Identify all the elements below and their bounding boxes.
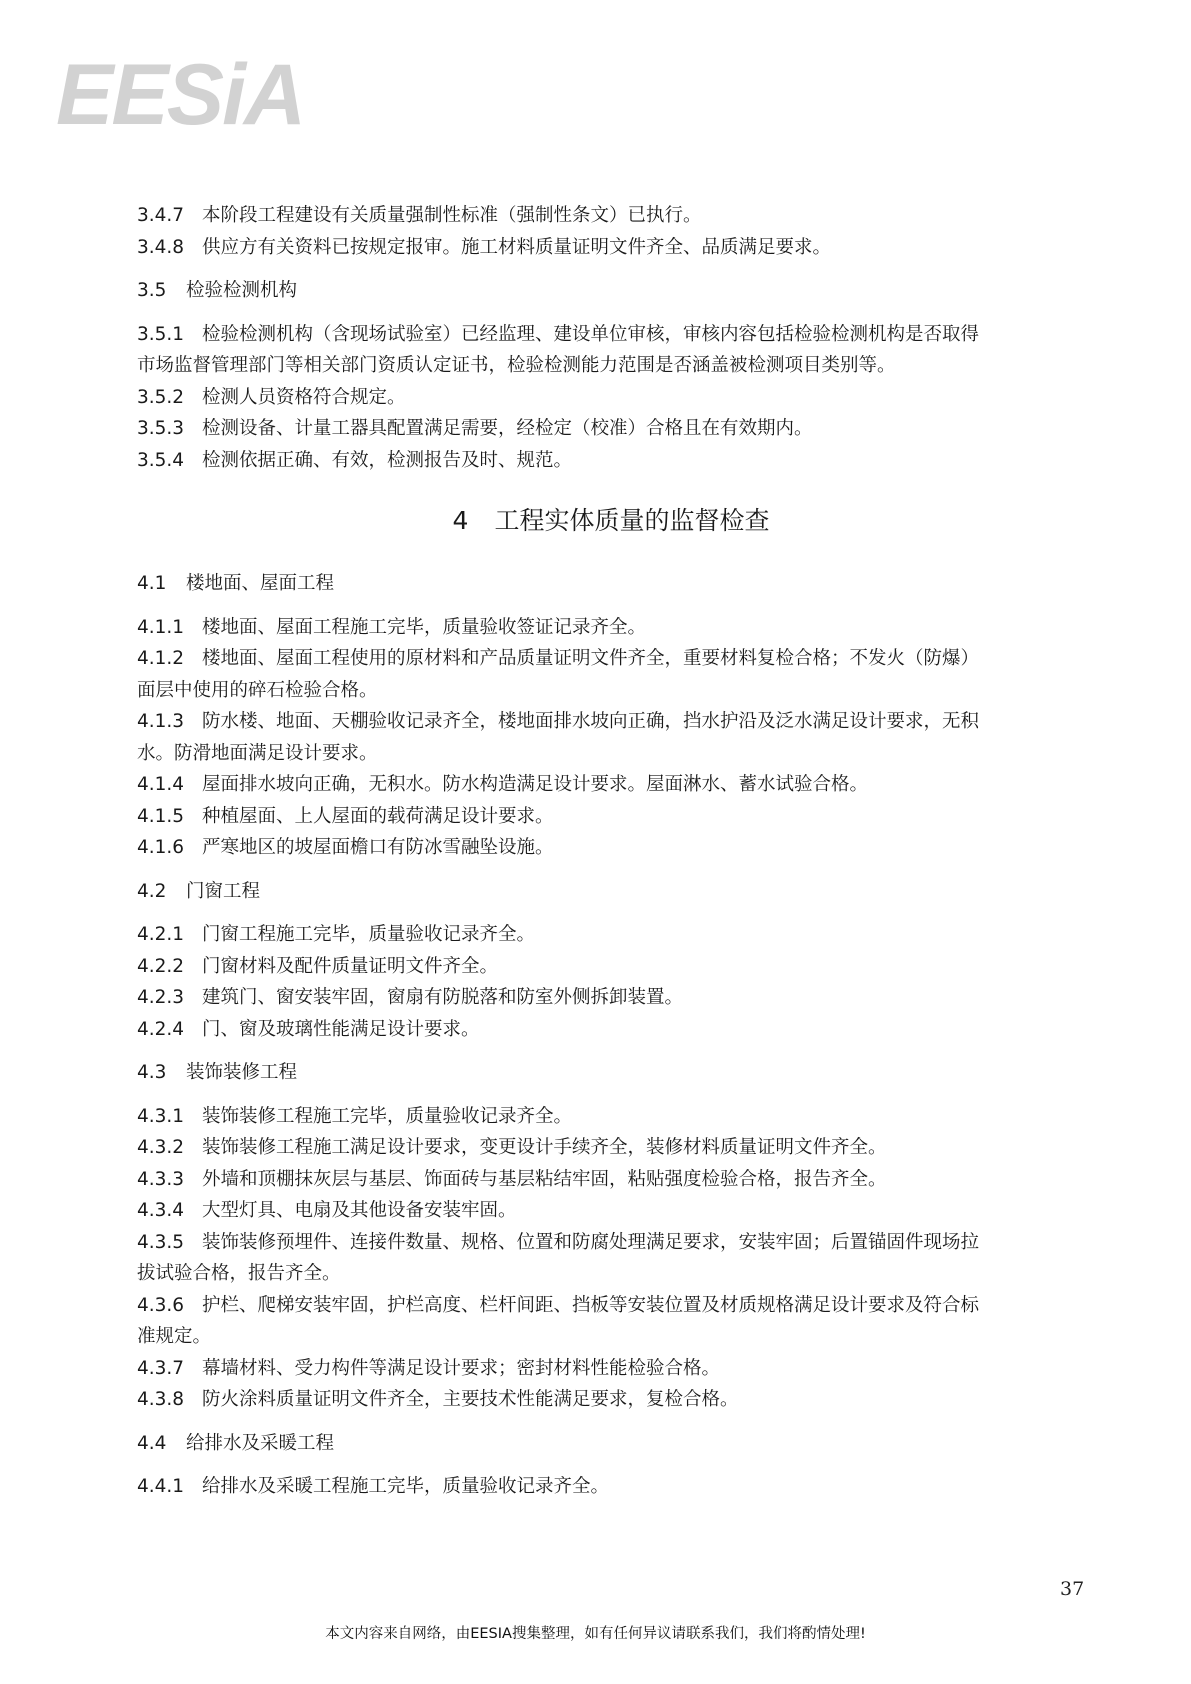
clause-text: 护栏、爬梯安装牢固，护栏高度、栏杆间距、挡板等安装位置及材质规格满足设计要求及符合标 [202,1294,980,1316]
clause-item [137,1227,1085,1290]
section-title: 给排水及采暖工程 [186,1432,335,1454]
clause-item [137,706,1085,769]
clause-number: 4.2.1 [137,924,185,945]
clause-text: 装饰装修工程施工满足设计要求，变更设计手续齐全，装修材料质量证明文件齐全。 [202,1137,887,1158]
clause-number: 3.5.1 [137,323,185,345]
clause-number: 4.3.5 [137,1231,185,1253]
clause-text: 供应方有关资料已按规定报审。施工材料质量证明文件齐全、品质满足要求。 [202,236,832,258]
clause-text-continued: 水。防滑地面满足设计要求。 [137,742,378,764]
section-title: 装饰装修工程 [186,1062,298,1083]
clause-item [137,1290,1085,1353]
clause-item [137,413,1085,445]
section-heading [137,876,1085,908]
clause-number: 4.3.1 [137,1105,185,1127]
section-heading [137,1428,1085,1460]
section-number: 4.4 [137,1432,167,1454]
clause-text: 严寒地区的坡屋面檐口有防冰雪融坠设施。 [202,837,554,858]
clause-item [137,1353,1085,1385]
section-heading [137,1057,1085,1089]
clause-item [137,1195,1085,1227]
clause-item [137,319,1085,382]
clause-item [137,1101,1085,1133]
chapter-number: 4 [452,506,469,535]
clause-text-continued: 面层中使用的碎石检验合格。 [137,679,378,701]
clause-text: 大型灯具、电扇及其他设备安装牢固。 [202,1200,517,1221]
clause-number: 4.1.5 [137,805,185,827]
clause-item [137,612,1085,644]
clause-text: 外墙和顶棚抹灰层与基层、饰面砖与基层粘结牢固，粘贴强度检验合格，报告齐全。 [202,1168,887,1190]
clause-text-continued: 拔试验合格，报告齐全。 [137,1263,341,1284]
section-number: 4.1 [137,573,167,594]
eesia-logo: EESiA [56,47,305,143]
clause-number: 4.3.4 [137,1200,185,1221]
clause-item [137,1164,1085,1196]
clause-text: 建筑门、窗安装牢固，窗扇有防脱落和防室外侧拆卸装置。 [202,987,684,1008]
clause-text: 楼地面、屋面工程施工完毕，质量验收签证记录齐全。 [202,616,647,638]
clause-text: 装饰装修预埋件、连接件数量、规格、位置和防腐处理满足要求，安装牢固；后置锚固件现场拉 [202,1231,980,1253]
clause-item [137,1384,1085,1416]
clause-text: 防火涂料质量证明文件齐全，主要技术性能满足要求，复检合格。 [202,1389,739,1410]
clause-text: 门窗工程施工完毕，质量验收记录齐全。 [202,924,536,945]
section-title: 门窗工程 [186,880,261,902]
clause-text-continued: 准规定。 [137,1326,212,1347]
clause-number: 3.5.4 [137,449,185,471]
clause-item [137,982,1085,1014]
section-number: 3.5 [137,280,167,301]
clause-item [137,382,1085,414]
clause-number: 4.1.1 [137,616,185,638]
clause-number: 4.1.3 [137,711,185,732]
clause-text: 楼地面、屋面工程使用的原材料和产品质量证明文件齐全，重要材料复检合格；不发火（防爆） [202,648,980,669]
clause-item [137,1471,1085,1503]
clause-item [137,232,1085,264]
clause-number: 4.3.8 [137,1389,185,1410]
chapter-heading [137,504,1085,538]
clause-number: 4.3.6 [137,1294,185,1316]
clause-item [137,919,1085,951]
clause-number: 4.4.1 [137,1476,185,1497]
clause-number: 4.2.4 [137,1018,185,1040]
clause-item [137,951,1085,983]
section-heading [137,568,1085,600]
clause-number: 4.1.2 [137,648,185,669]
clause-number: 4.3.2 [137,1137,185,1158]
clause-item [137,832,1085,864]
clause-number: 4.3.7 [137,1357,185,1379]
clause-item [137,445,1085,477]
clause-text: 检测依据正确、有效，检测报告及时、规范。 [202,449,573,471]
section-heading [137,275,1085,307]
clause-item [137,1132,1085,1164]
section-number: 4.2 [137,880,167,902]
footer-disclaimer: 本文内容来自网络，由EESIA搜集整理，如有任何异议请联系我们，我们将酌情处理! [325,1626,866,1642]
clause-text: 本阶段工程建设有关质量强制性标准（强制性条文）已执行。 [202,205,702,226]
clause-text: 种植屋面、上人屋面的载荷满足设计要求。 [202,805,554,827]
clause-text: 给排水及采暖工程施工完毕，质量验收记录齐全。 [202,1476,610,1497]
clause-item [137,643,1085,706]
document-body [137,200,1085,1503]
clause-number: 4.1.6 [137,837,185,858]
clause-text: 检验检测机构（含现场试验室）已经监理、建设单位审核，审核内容包括检验检测机构是否取得 [202,323,980,345]
clause-text: 检测人员资格符合规定。 [202,386,406,408]
clause-text: 屋面排水坡向正确，无积水。防水构造满足设计要求。屋面淋水、蓄水试验合格。 [202,774,869,795]
clause-item [137,801,1085,833]
clause-number: 3.5.3 [137,418,185,439]
clause-text: 防水楼、地面、天棚验收记录齐全，楼地面排水坡向正确，挡水护沿及泛水满足设计要求，无积 [202,711,980,732]
clause-number: 4.2.2 [137,955,185,977]
clause-text: 幕墙材料、受力构件等满足设计要求；密封材料性能检验合格。 [202,1357,721,1379]
clause-number: 4.3.3 [137,1168,185,1190]
clause-number: 4.1.4 [137,774,185,795]
section-number: 4.3 [137,1062,167,1083]
clause-item [137,1014,1085,1046]
section-title: 楼地面、屋面工程 [186,573,335,594]
clause-text: 门、窗及玻璃性能满足设计要求。 [202,1018,480,1040]
clause-number: 3.4.8 [137,236,185,258]
clause-text: 检测设备、计量工器具配置满足需要，经检定（校准）合格且在有效期内。 [202,418,813,439]
clause-item [137,769,1085,801]
clause-item [137,200,1085,232]
section-title: 检验检测机构 [186,280,298,301]
clause-text-continued: 市场监督管理部门等相关部门资质认定证书，检验检测能力范围是否涵盖被检测项目类别等。 [137,355,896,376]
clause-number: 3.5.2 [137,386,185,408]
clause-text: 门窗材料及配件质量证明文件齐全。 [202,955,499,977]
clause-number: 4.2.3 [137,987,185,1008]
clause-text: 装饰装修工程施工完毕，质量验收记录齐全。 [202,1105,573,1127]
chapter-title: 工程实体质量的监督检查 [494,506,770,535]
page-number: 37 [1060,1578,1085,1600]
clause-number: 3.4.7 [137,205,185,226]
